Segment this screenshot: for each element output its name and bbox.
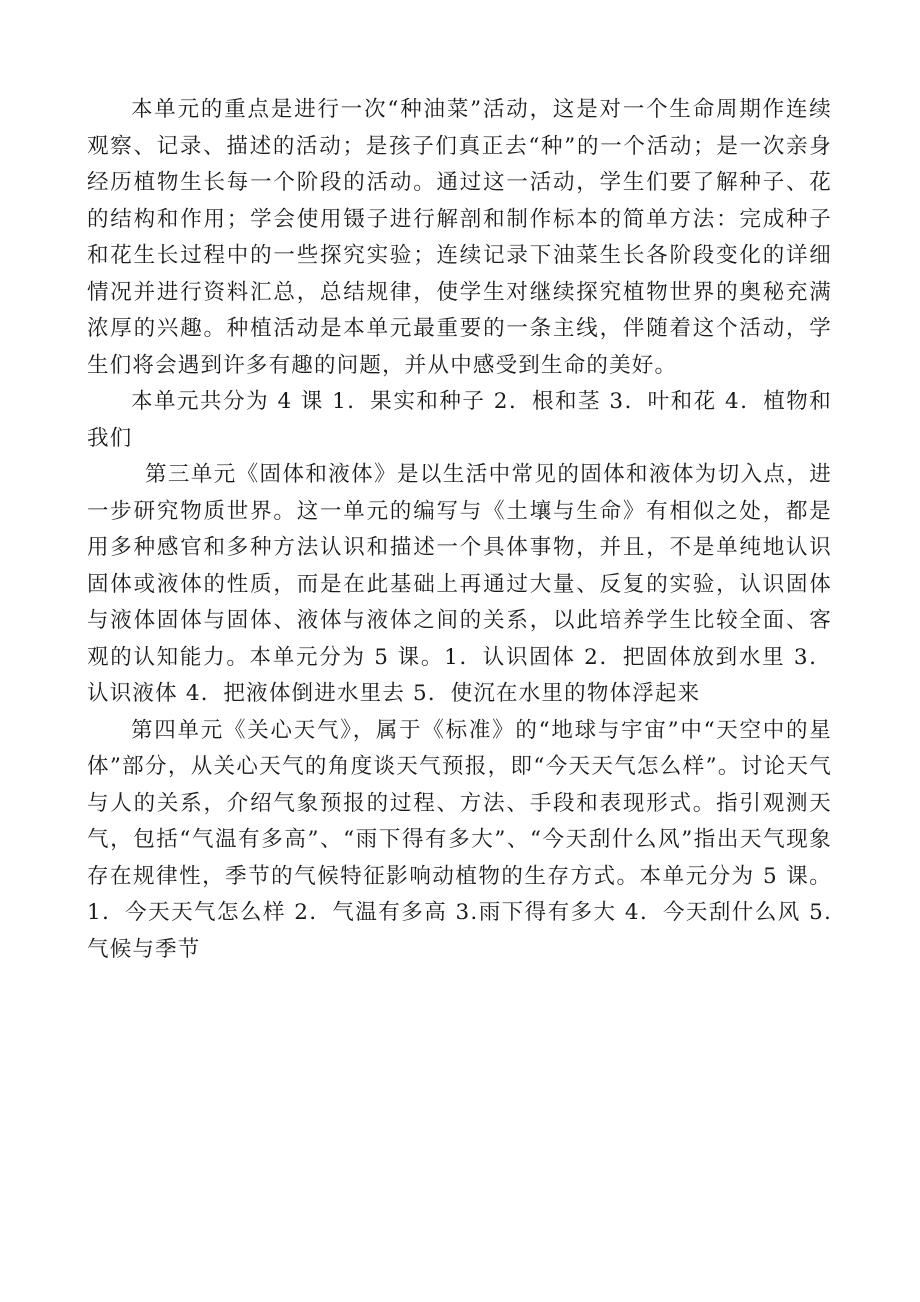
paragraph-unit-focus: 本单元的重点是进行一次“种油菜”活动，这是对一个生命周期作连续观察、记录、描述的活动；是孩子们真正去“种”的一个活动；是一次亲身经历植物生长每一个阶段的活动。通过这一活动，学生们要了解种子、花的结构和作用；学会使用镊子进行解剖和制作标本的简单方法：完成种子和花生长过程中的一些探究实验；连续记录下油菜生长各阶段变化的详细情况并进行资料汇总，总结规律，使学生对继续探究植物世界的奥秘充满浓厚的兴趣。种植活动是本单元最重要的一条主线，伴随着这个活动，学生们将会遇到许多有趣的问题，并从中感受到生命的美好。 — [87, 97, 832, 378]
paragraph-unit-three: 第三单元《固体和液体》是以生活中常见的固体和液体为切入点，进一步研究物质世界。这一单元的编写与《土壤与生命》有相似之处，都是用多种感官和多种方法认识和描述一个具体事物，并且，不是单纯地认识固体或液体的性质，而是在此基础上再通过大量、反复的实验，认识固体与液体固体与固体、液体与液体之间的关系，以此培养学生比较全面、客观的认知能力。本单元分为 5 课。1．认识固体 2．把固体放到水里 3．认识液体 4．把液体倒进水里去 5．使沉在水里的物体浮起来 — [87, 462, 832, 706]
paragraph-unit-four: 第四单元《关心天气》，属于《标准》的“地球与宇宙”中“天空中的星体”部分，从关心天气的角度谈天气预报，即“今天天气怎么样”。讨论天气与人的关系，介绍气象预报的过程、方法、手段和表现形式。指引观测天气，包括“气温有多高”、“雨下得有多大”、“今天刮什么风”指出天气现象存在规律性，季节的气候特征影响动植物的生存方式。本单元分为 5 课。 1．今天天气怎么样 2．气温有多高 3.雨下得有多大 4．今天刮什么风 5. 气候与季节 — [87, 717, 832, 962]
paragraph-unit-lessons: 本单元共分为 4 课 1．果实和种子 2．根和茎 3．叶和花 4．植物和我们 — [87, 389, 832, 451]
document-body — [87, 92, 832, 968]
